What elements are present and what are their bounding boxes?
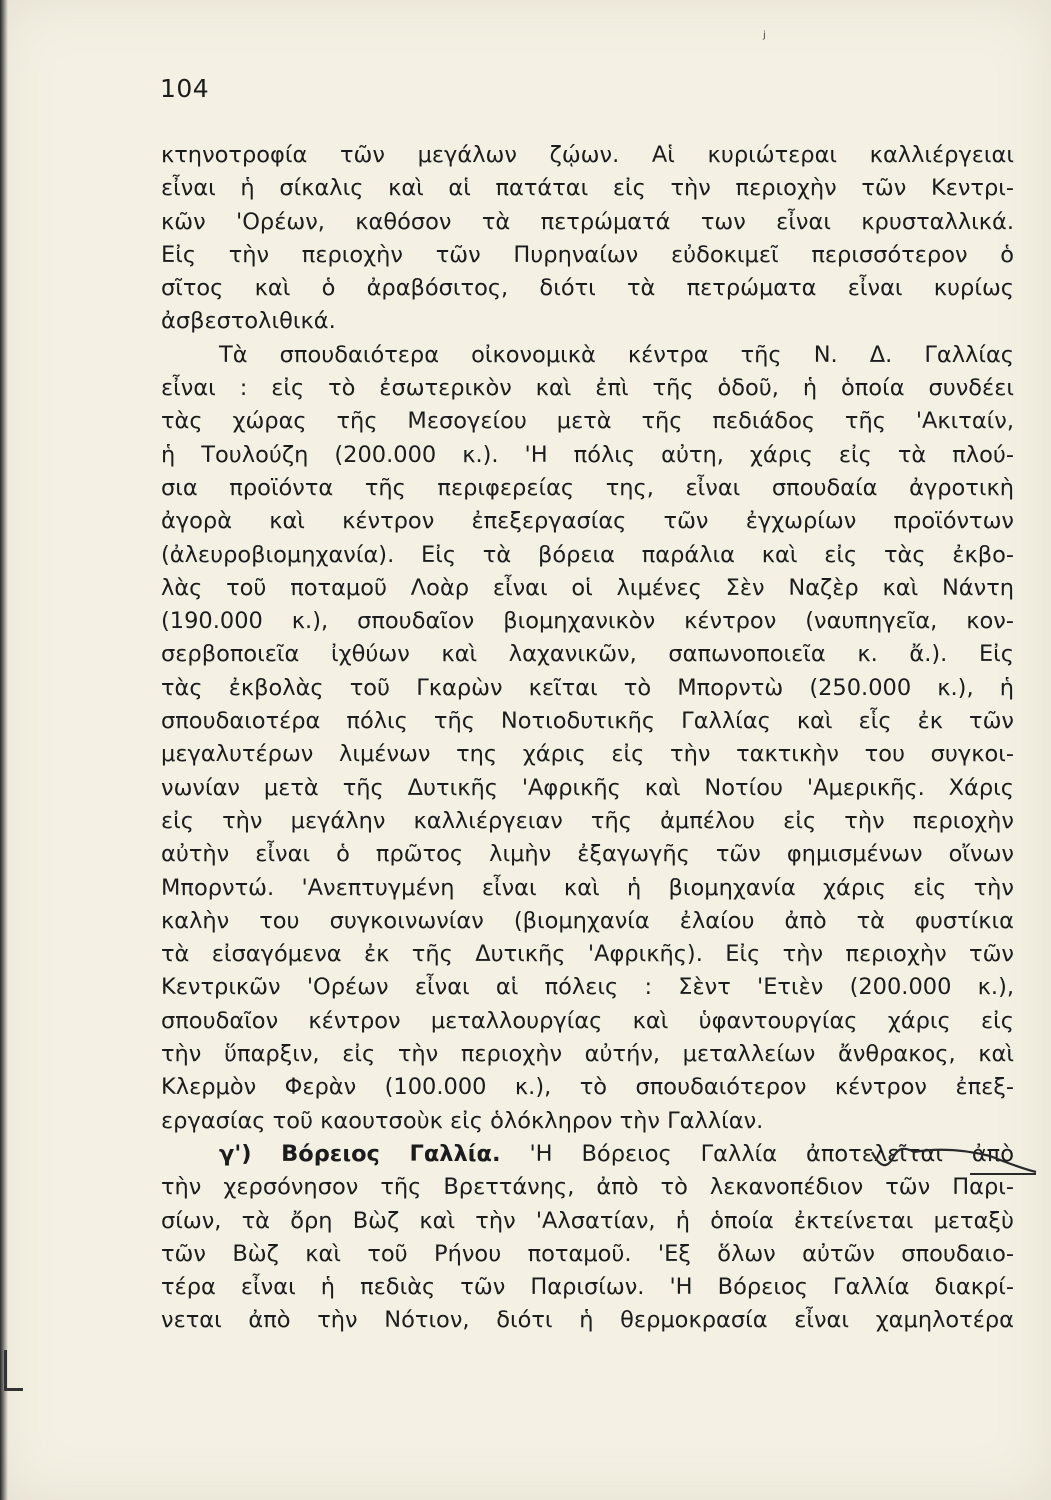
text-line: (190.000 κ.), σπουδαῖον βιομηχανικὸν κέντρον (ναυπηγεῖα, κον-	[161, 608, 1014, 635]
text-line: κῶν 'Ορέων, καθόσον τὰ πετρώματά των εἶναι κρυσταλλικά.	[161, 208, 1014, 235]
section-heading: γ') Βόρειος Γαλλία.	[219, 1140, 501, 1167]
paragraph-block	[161, 139, 1014, 1138]
text-line: τὰς χώρας τῆς Μεσογείου μετὰ τῆς πεδιάδος τῆς 'Ακιταίν,	[161, 408, 1014, 435]
section-heading-continuation: 'Η Βόρειος Γαλλία ἀποτελεῖται ἀπὸ	[529, 1140, 1014, 1167]
text-line: νεται ἀπὸ τὴν Νότιον, διότι ἡ θερμοκρασία εἶναι χαμηλοτέρα	[161, 1307, 1014, 1334]
text-line: σπουδαιοτέρα πόλις τῆς Νοτιοδυτικῆς Γαλλίας καὶ εἷς ἐκ τῶν	[161, 708, 1014, 735]
page-number: 104	[160, 74, 210, 103]
handwritten-scribble	[870, 1142, 1040, 1182]
text-line: σίων, τὰ ὄρη Βὼζ καὶ τὴν 'Αλσατίαν, ἡ ὁποία ἐκτείνεται μεταξὺ	[161, 1207, 1014, 1234]
text-line: κτηνοτροφία τῶν μεγάλων ζῴων. Αἱ κυριώτεραι καλλιέργειαι	[161, 142, 1014, 168]
text-line: καλὴν του συγκοινωνίαν (βιομηχανία ἐλαίου ἀπὸ τὰ φυστίκια	[161, 907, 1014, 934]
text-line: εργασίας τοῦ καουτσοὺκ εἰς ὁλόκληρον τὴν Γαλλίαν.	[161, 1107, 764, 1134]
text-line: Κεντρικῶν 'Ορέων εἶναι αἱ πόλεις : Σὲντ 'Ετιὲν (200.000 κ.),	[161, 974, 1014, 1001]
text-line: Εἰς τὴν περιοχὴν τῶν Πυρηναίων εὐδοκιμεῖ περισσότερον ὁ	[161, 241, 1014, 268]
text-line: τὰς ἐκβολὰς τοῦ Γκαρὼν κεῖται τὸ Μπορντὼ (250.000 κ.), ἡ	[161, 674, 1014, 701]
pencil-tick-mark: ʲ	[763, 28, 766, 47]
text-line: σια προϊόντα τῆς περιφερείας της, εἶναι σπουδαία ἀγροτικὴ	[161, 474, 1014, 501]
text-line: τὴν ὕπαρξιν, εἰς τὴν περιοχὴν αὐτήν, μεταλλείων ἄνθρακος, καὶ	[161, 1041, 1014, 1068]
text-line: ἡ Τουλούζη (200.000 κ.). 'Η πόλις αὐτη, χάρις εἰς τὰ πλού-	[161, 441, 1014, 468]
text-line: τέρα εἶναι ἡ πεδιὰς τῶν Παρισίων. 'Η Βόρειος Γαλλία διακρί-	[161, 1274, 1014, 1301]
text-line: λὰς τοῦ ποταμοῦ Λοὰρ εἶναι οἱ λιμένες Σὲν Ναζὲρ καὶ Νάντη	[161, 574, 1014, 601]
text-line: σπουδαῖον κέντρον μεταλλουργίας καὶ ὑφαντουργίας χάρις εἰς	[161, 1007, 1014, 1034]
text-line: Τὰ σπουδαιότερα οἰκονομικὰ κέντρα τῆς Ν. Δ. Γαλλίας	[219, 341, 1014, 368]
text-line: Μπορντώ. 'Ανεπτυγμένη εἶναι καὶ ἡ βιομηχανία χάρις εἰς τὴν	[161, 874, 1014, 901]
text-line: νωνίαν μετὰ τῆς Δυτικῆς 'Αφρικῆς καὶ Νοτίου 'Αμερικῆς. Χάρις	[161, 774, 1014, 801]
text-line: σῖτος καὶ ὁ ἀραβόσιτος, διότι τὰ πετρώματα εἶναι κυρίως	[161, 275, 1014, 302]
text-line: Κλερμὸν Φερὰν (100.000 κ.), τὸ σπουδαιότερον κέντρον ἐπεξ-	[161, 1074, 1014, 1101]
text-line: αὐτὴν εἶναι ὁ πρῶτος λιμὴν ἐξαγωγῆς τῶν φημισμένων οἴνων	[161, 841, 1014, 868]
text-line: τὴν χερσόνησον τῆς Βρεττάνης, ἀπὸ τὸ λεκανοπέδιον τῶν Παρι-	[161, 1174, 1014, 1201]
text-line: εἶναι ἡ σίκαλις καὶ αἱ πατάται εἰς τὴν περιοχὴν τῶν Κεντρι-	[161, 175, 1014, 202]
text-line: τὰ εἰσαγόμενα ἐκ τῆς Δυτικῆς 'Αφρικῆς). Εἰς τὴν περιοχὴν τῶν	[161, 941, 1014, 968]
text-line: τῶν Βὼζ καὶ τοῦ Ρήνου ποταμοῦ. 'Εξ ὅλων αὐτῶν σπουδαιο-	[161, 1240, 1014, 1267]
text-line: σερβοποιεῖα ἰχθύων καὶ λαχανικῶν, σαπωνοποιεῖα κ. ἄ.). Εἰς	[161, 641, 1014, 668]
page-binding-shadow	[0, 0, 8, 1500]
margin-pencil-mark	[4, 1350, 23, 1391]
section-paragraph	[161, 1171, 1014, 1337]
text-line: (ἀλευροβιομηχανία). Εἰς τὰ βόρεια παράλια καὶ εἰς τὰς ἐκβο-	[161, 541, 1014, 568]
text-line: ἀγορὰ καὶ κέντρον ἐπεξεργασίας τῶν ἐγχωρίων προϊόντων	[161, 508, 1014, 535]
text-line: εἶναι : εἰς τὸ ἐσωτερικὸν καὶ ἐπὶ τῆς ὁδοῦ, ἡ ὁποία συνδέει	[161, 375, 1014, 402]
text-line: ἀσβεστολιθικά.	[161, 308, 336, 335]
text-line: εἰς τὴν μεγάλην καλλιέργειαν τῆς ἀμπέλου εἰς τὴν περιοχὴν	[161, 807, 1014, 834]
text-line: μεγαλυτέρων λιμένων της χάρις εἰς τὴν τακτικὴν του συγκοι-	[161, 741, 1014, 768]
